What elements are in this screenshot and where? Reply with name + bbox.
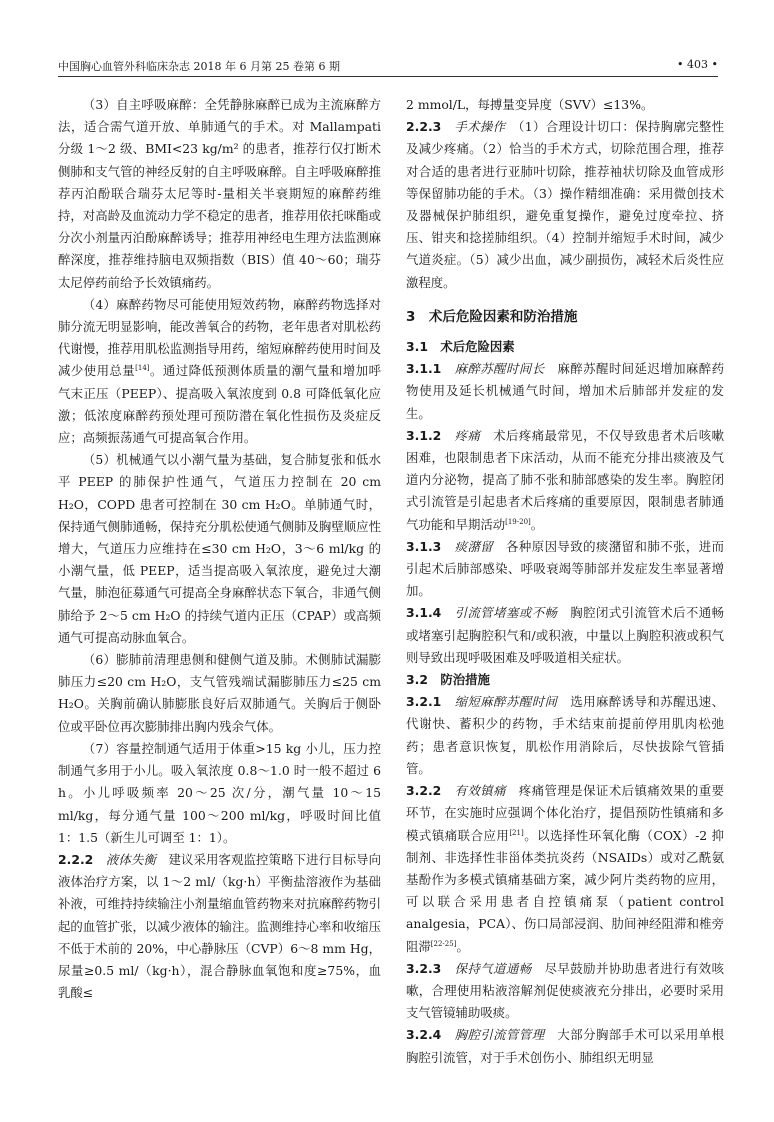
section-number: 3.1.1 bbox=[406, 361, 442, 377]
citation-ref[interactable]: [21] bbox=[509, 828, 524, 837]
section-title: 保持气道通畅 bbox=[454, 960, 532, 976]
section-title: 疼痛 bbox=[454, 427, 481, 443]
section-number: 2.2.2 bbox=[58, 851, 94, 867]
paragraph-text: 。通过降低预测体质量的潮气量和增加呼气末正压（PEEP）、提高吸入氧浓度到 0.8 可降低氧化应激；低浓度麻醉药预处理可预防潜在氧化性损伤及炎症反应；高频振荡通气可提高氧合作用。 bbox=[58, 363, 381, 446]
section-number: 3.2.3 bbox=[406, 960, 442, 976]
paragraph-spontaneous-breathing: （3）自主呼吸麻醉：全凭静脉麻醉已成为主流麻醉方法，适合需气道开放、单肺通气的手术。对 Mallampati 分级 1～2 级、BMI<23 kg/m² 的患者，推荐行仅打断术侧肺和支气管的神经反射的自主呼吸麻醉。自主呼吸麻醉推荐丙泊酚联合瑞芬太尼等时-量相关半衰期短的麻醉药维持，对高龄及血流动力学不稳定的患者，推荐用依托咪酯或分次小剂量丙泊酚麻醉诱导；推荐用神经电生理方法监测麻醉深度，推荐维持脑电双频指数（BIS）值 40～60；瑞芬太尼停药前给予长效镇痛药。 bbox=[58, 97, 381, 290]
section-3-2-1 bbox=[406, 691, 724, 780]
section-text: 大部分胸部手术可以采用单根胸腔引流管，对于手术创伤小、肺组织无明显 bbox=[406, 1027, 725, 1065]
section-title: 胸腔引流管管理 bbox=[454, 1027, 545, 1043]
section-text: 疼痛管理是保证术后镇痛效果的重要环节，在实施时应强调个体化治疗，提倡预防性镇痛和多模式镇痛联合应用 bbox=[406, 783, 725, 843]
section-title: 痰潴留 bbox=[454, 538, 494, 554]
section-title: 手术操作 bbox=[454, 119, 506, 135]
section-number: 3.2.2 bbox=[406, 783, 442, 799]
citation-ref[interactable]: [19-20] bbox=[505, 517, 531, 526]
section-text: 选用麻醉诱导和苏醒迅速、代谢快、蓄积少的药物，手术结束前提前停用肌肉松弛药；患者意识恢复，肌松作用消除后，尽快拔除气管插管。 bbox=[406, 694, 725, 776]
paragraph-mechanical-ventilation: （5）机械通气以小潮气量为基础，复合肺复张和低水平 PEEP 的肺保护性通气，气道压力控制在 20 cm H₂O，COPD 患者可控制在 30 cm H₂O。单肺通气时，保持通气侧肺通畅，保持充分肌松使通气侧肺及胸壁顺应性增大，气道压力应维持在≤30 cm H₂O，3～6 ml/kg 的小潮气量，低 PEEP，适当提高吸入氧浓度，避免过大潮气量，肺泡征募通气可提高全身麻醉状态下氧合，非通气侧肺给予 2～5 cm H₂O 的持续气道内正压（CPAP）或高频通气可提高动脉血氧合。 bbox=[58, 452, 381, 645]
citation-ref[interactable]: [14] bbox=[135, 364, 150, 373]
section-title: 液体失衡 bbox=[105, 851, 156, 867]
section-text: 各种原因导致的痰潴留和肺不张，进而引起术后肺部感染、呼吸衰竭等肺部并发症发生率显著增加。 bbox=[406, 538, 725, 599]
running-header bbox=[58, 56, 718, 77]
section-number: 3.2.4 bbox=[406, 1027, 442, 1043]
left-column bbox=[58, 94, 381, 1004]
section-text: 胸腔闭式引流管术后不通畅或堵塞引起胸腔积气和/或积液，中量以上胸腔积液或积气则导致出现呼吸困难及呼吸道相关症状。 bbox=[406, 605, 725, 665]
section-2-2-2 bbox=[58, 849, 381, 1004]
section-heading-3-2: 3.2 防治措施 bbox=[406, 672, 490, 688]
paragraph-pediatric-ventilation: （7）容量控制通气适用于体重>15 kg 小儿，压力控制通气多用于小儿。吸入氧浓度 0.8～1.0 时一般不超过 6 h。小儿呼吸频率 20～25 次/分，潮气量 10～15 ml/kg，每分通气量 100～200 ml/kg，呼吸时间比值 1：1.5（新生儿可调至 1：1）。 bbox=[58, 740, 381, 845]
paragraph-anesthetic-drugs bbox=[58, 294, 381, 449]
section-3-1-1 bbox=[406, 358, 724, 425]
section-title: 有效镇痛 bbox=[454, 783, 506, 799]
section-text: 建议采用客观监控策略下进行目标导向液体治疗方案，以 1～2 ml/（kg·h）平衡盐溶液作为基础补液，可维持持续输注小剂量缩血管药物来对抗麻醉药物引起的血管扩张，以减少液体的输注。监测维持心率和收缩压不低于术前的 20%，中心静脉压（CVP）6～8 mm Hg，尿量≥0.5 ml/（kg·h），混合静脉血氧饱和度≥75%，血乳酸≤ bbox=[58, 851, 382, 1001]
section-number: 2.2.3 bbox=[406, 119, 442, 135]
section-3-1-3 bbox=[406, 536, 724, 603]
section-title: 缩短麻醉苏醒时间 bbox=[454, 694, 558, 710]
section-3-2-2: 3.2.2 有效镇痛 疼痛管理是保证术后镇痛效果的重要环节，在实施时应强调个体化治疗，提倡预防性镇痛和多模式镇痛联合应用[21]。以选择性环氧化酶（COX）-2 抑制剂、非选择性非甾体类抗炎药（NSAIDs）或对乙酰氨基酚作为多模式镇痛基础方案，减少阿片类药物的应用，可以联合采用患者自控镇痛泵（patient control analgesia，PCA）、伤口局部浸润、肋间神经阻滞和椎旁阻滞[22-25]。 bbox=[406, 783, 725, 954]
section-text: 术后疼痛最常见，不仅导致患者术后咳嗽困难，也限制患者下床活动，从而不能充分排出痰液及气道内分泌物，提高了肺不张和肺部感染的发生率。胸腔闭式引流管是引起患者术后疼痛的重要原因，限制患者肺通气功能和早期活动 bbox=[406, 427, 725, 532]
journal-citation: 中国胸心血管外科临床杂志 2018 年 6 月第 25 卷第 6 期 bbox=[58, 60, 340, 73]
section-number: 3.1.3 bbox=[406, 538, 442, 554]
section-text: 麻醉苏醒时间延迟增加麻醉药物使用及延长机械通气时间，增加术后肺部并发症的发生。 bbox=[406, 361, 725, 421]
section-number: 3.2.1 bbox=[406, 694, 442, 710]
citation-ref[interactable]: [22-25] bbox=[430, 939, 457, 948]
section-3-2-3 bbox=[406, 958, 724, 1025]
section-number: 3.1.2 bbox=[406, 427, 442, 443]
section-3-1-2: 3.1.2 疼痛 术后疼痛最常见，不仅导致患者术后咳嗽困难，也限制患者下床活动，从而不能充分排出痰液及气道内分泌物，提高了肺不张和肺部感染的发生率。胸腔闭式引流管是引起患者术后疼痛的重要原因，限制患者肺通气功能和早期活动[19-20]。 bbox=[406, 427, 725, 532]
paragraph-continuation: 2 mmol/L，每搏量变异度（SVV）≤13%。 bbox=[406, 97, 654, 112]
section-text: （1）合理设计切口：保持胸廓完整性及减少疼痛。（2）恰当的手术方式，切除范围合理，推荐对合适的患者进行亚肺叶切除，推荐袖状切除及血管成形等保留肺功能的手术。（3）操作精细准确：采用微创技术及器械保护肺组织，避免重复操作，避免过度牵拉、挤压、钳夹和捻搓肺组织。（4）控制并缩短手术时间，减少气道炎症。（5）减少出血，减少副损伤，减轻术后炎性应激程度。 bbox=[406, 119, 725, 290]
section-3-2-4 bbox=[406, 1024, 724, 1068]
section-2-2-3 bbox=[406, 116, 724, 294]
paragraph-text: （4）麻醉药物尽可能使用短效药物，麻醉药物选择对肺分流无明显影响，能改善氧合的药物，老年患者对肌松药代谢慢，推荐用肌松监测指导用药，缩短麻醉药使用时间及减少使用总量 bbox=[58, 296, 381, 379]
section-3-1-4 bbox=[406, 602, 724, 669]
section-heading-3-1: 3.1 术后危险因素 bbox=[406, 339, 515, 355]
section-heading-3: 3 术后危险因素和防治措施 bbox=[406, 308, 578, 325]
section-number: 3.1.4 bbox=[406, 605, 442, 621]
section-title: 引流管堵塞或不畅 bbox=[454, 605, 558, 621]
section-text: 尽早鼓励并协助患者进行有效咳嗽，合理使用粘液溶解剂促使痰液充分排出，必要时采用支气管镜辅助吸痰。 bbox=[406, 960, 725, 1021]
paragraph-lung-inflation: （6）膨肺前清理患侧和健侧气道及肺。术侧肺试漏膨肺压力≤20 cm H₂O，支气管残端试漏膨肺压力≤25 cm H₂O。关胸前确认肺膨胀良好后双肺通气。关胸后于侧卧位或平卧位再次膨肺排出胸内残余气体。 bbox=[58, 652, 381, 734]
section-text: 。以选择性环氧化酶（COX）-2 抑制剂、非选择性非甾体类抗炎药（NSAIDs）或对乙酰氨基酚作为多模式镇痛基础方案，减少阿片类药物的应用，可以联合采用患者自控镇痛泵（patient control analgesia，PCA）、伤口局部浸润、肋间神经阻滞和椎旁阻滞 bbox=[406, 827, 724, 954]
section-title: 麻醉苏醒时间长 bbox=[454, 361, 545, 377]
page-number: • 403 • bbox=[677, 58, 718, 71]
right-column bbox=[406, 94, 724, 1069]
